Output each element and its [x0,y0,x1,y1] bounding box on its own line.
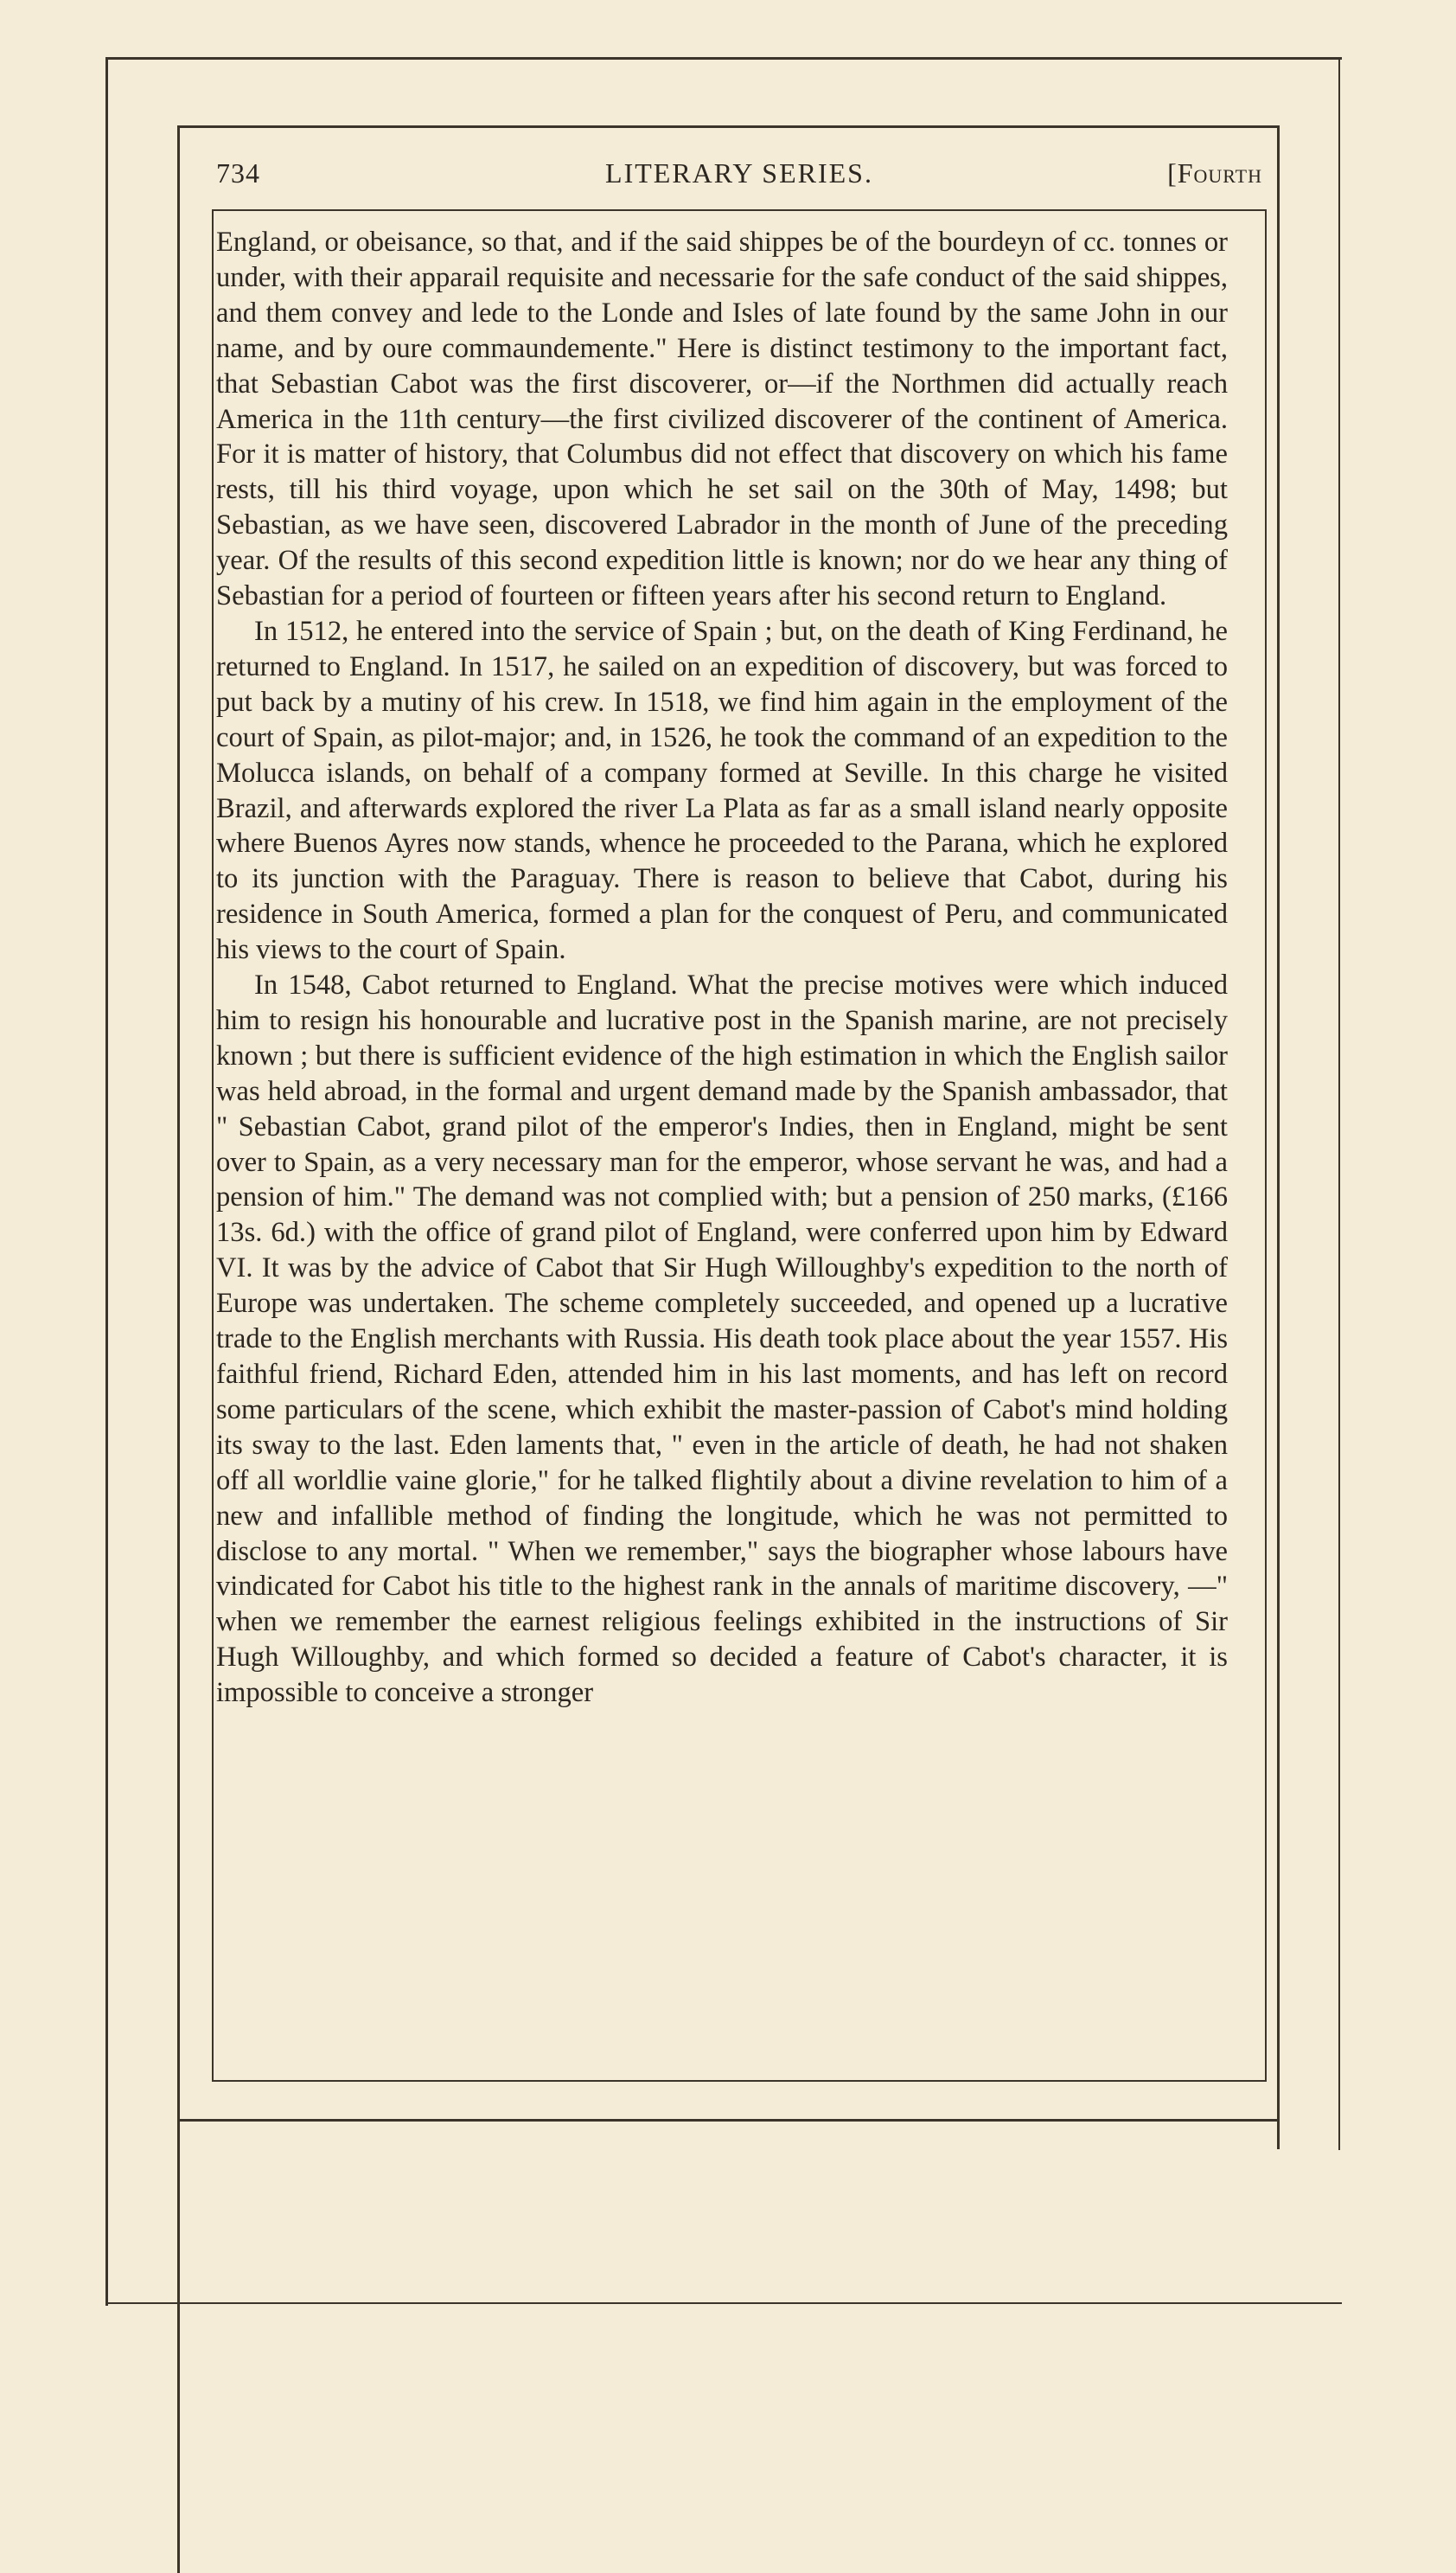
text-box-bottom-rule [212,2080,1267,2082]
inner-rule-right [1277,125,1280,2149]
outer-rule-right [1338,57,1340,2150]
text-box-left-rule [212,209,214,2082]
section-label: [Fourth [1167,157,1262,189]
inner-rule-left [177,125,180,2573]
outer-rule-top [105,57,1342,60]
paragraph: In 1548, Cabot returned to England. What the precise motives were which induced him to resign his honourable and lucrative post in the Spanish marine, are not precisely known ; but there is sufficient evidence of the high estimation in which the English sailor was held abroad, in the formal and urgent demand made by the Spanish ambassador, that " Sebastian Cabot, grand pilot of the emperor's Indies, then in England, might be sent over to Spain, as a very necessary man for the emperor, whose servant he was, and had a pension of him." The demand was not complied with; but a pension of 250 marks, (£166 13s. 6d.) with the office of grand pilot of England, were conferred upon him by Edward VI. It was by the advice of Cabot that Sir Hugh Willoughby's expedition to the north of Europe was undertaken. The scheme completely succeeded, and opened up a lucrative trade to the English merchants with Russia. His death took place about the year 1557. His faithful friend, Richard Eden, attended him in his last moments, and has left on record some particulars of the scene, which exhibit the master-passion of Cabot's mind holding its sway to the last. Eden laments that, " even in the article of death, he had not shaken off all worldlie vaine glorie," for he talked flightily about a divine revelation to him of a new and infallible method of finding the longitude, which he was not permitted to disclose to any mortal. " When we remember," says the biographer whose labours have vindicated for Cabot his title to the highest rank in the annals of maritime discovery, —" when we remember the earnest religious feelings exhibited in the instructions of Sir Hugh Willoughby, and which formed so decided a feature of Cabot's character, it is impossible to conceive a stronger [216,970,1228,1709]
outer-rule-left [105,57,108,2306]
inner-rule-bottom [177,2119,1280,2122]
page-number: 734 [216,157,260,189]
inner-rule-top [177,125,1280,128]
paragraph: England, or obeisance, so that, and if the said shippes be of the bourdeyn of cc. tonnes or under, with their apparail requisite and necessarie for the safe conduct of the said shippes, and them convey and lede to the Londe and Isles of late found by the same John in our name, and by oure commaundemente." Here is distinct testimony to the important fact, that Sebastian Cabot was the first discoverer, or—if the Northmen did actually reach America in the 11th century—the first civilized discoverer of the continent of America. For it is matter of history, that Columbus did not effect that discovery on which his fame rests, till his third voyage, upon which he set sail on the 30th of May, 1498; but Sebastian, as we have seen, discovered Labrador in the month of June of the preceding year. Of the results of this second expedition little is known; nor do we hear any thing of Sebastian for a period of fourteen or fifteen years after his second return to England. [216,227,1228,612]
text-box-right-rule [1265,209,1267,2082]
running-title: LITERARY SERIES. [605,157,873,189]
page-header [216,157,1262,201]
text-box-top-rule [212,209,1267,211]
paragraph: In 1512, he entered into the service of Spain ; but, on the death of King Ferdinand, he returned to England. In 1517, he sailed on an expedition of discovery, but was forced to put back by a mutiny of his crew. In 1518, we find him again in the employment of the court of Spain, as pilot-major; and, in 1526, he took the command of an expedition to the Molucca islands, on behalf of a company formed at Seville. In this charge he visited Brazil, and afterwards explored the river La Plata as far as a small island nearly opposite where Buenos Ayres now stands, whence he proceeded to the Parana, which he explored to its junction with the Paraguay. There is reason to believe that Cabot, during his residence in South America, formed a plan for the conquest of Peru, and communicated his views to the court of Spain. [216,615,1228,966]
outer-rule-bottom [105,2302,1342,2304]
body-text [216,225,1228,1711]
